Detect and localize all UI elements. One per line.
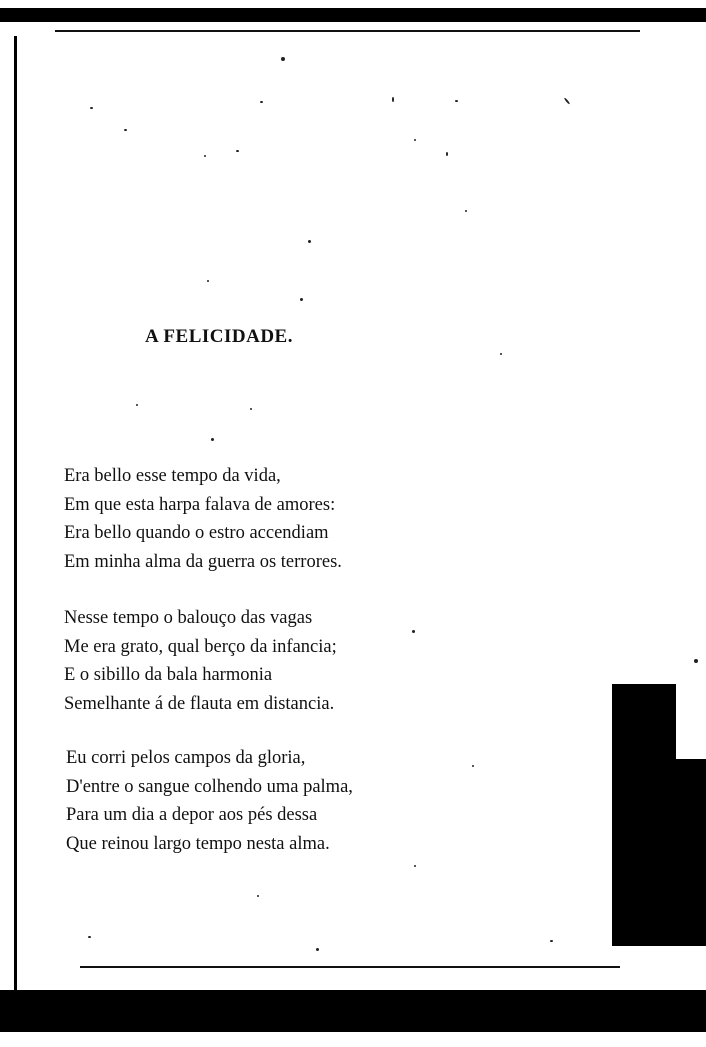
dust-speck <box>465 210 467 212</box>
poem-line: Era bello quando o estro accendiam <box>64 523 329 543</box>
poem-line: Em minha alma da guerra os terrores. <box>64 551 342 572</box>
dust-speck <box>455 100 458 102</box>
dust-speck <box>694 659 698 663</box>
poem-line: Semelhante á de flauta em distancia. <box>64 693 335 714</box>
dust-speck <box>316 948 319 951</box>
poem-line: Era bello esse tempo da vida, <box>64 466 281 486</box>
dust-speck <box>414 865 416 867</box>
dust-speck <box>204 155 206 157</box>
bottom-rule <box>80 966 620 968</box>
top-scan-border <box>0 8 706 22</box>
dust-speck <box>472 765 474 767</box>
dust-speck <box>260 101 263 103</box>
dust-speck <box>250 408 252 410</box>
dust-speck <box>446 152 448 156</box>
right-scan-shadow-gap <box>676 684 706 759</box>
dust-speck <box>90 107 93 109</box>
poem-line: Nesse tempo o balouço das vagas <box>64 608 313 628</box>
dust-speck <box>88 936 91 938</box>
top-rule <box>55 30 640 32</box>
dust-speck <box>211 438 214 441</box>
dust-speck <box>136 404 138 406</box>
poem-line: Para um dia a depor aos pés dessa <box>66 805 318 825</box>
poem-line: Eu corri pelos campos da gloria, <box>66 748 306 768</box>
dust-speck <box>236 150 239 152</box>
poem-line: Que reinou largo tempo nesta alma. <box>66 833 330 854</box>
stanza-2 <box>64 604 337 718</box>
poem-line: Em que esta harpa falava de amores: <box>64 494 336 515</box>
dust-speck <box>308 240 311 243</box>
dust-speck <box>564 97 571 104</box>
dust-speck <box>207 280 209 282</box>
dust-speck <box>500 353 502 355</box>
stanza-1 <box>64 462 342 576</box>
poem-title <box>0 326 530 348</box>
dust-speck <box>281 57 285 61</box>
poem-title-text: A FELICIDADE. <box>145 326 293 347</box>
bottom-scan-border <box>0 990 706 1032</box>
dust-speck <box>257 895 259 897</box>
left-scan-border <box>14 36 17 991</box>
poem-line: D'entre o sangue colhendo uma palma, <box>66 776 353 797</box>
poem-line: E o sibillo da bala harmonia <box>64 665 273 685</box>
dust-speck <box>550 940 553 942</box>
stanza-3 <box>66 744 353 858</box>
dust-speck <box>392 97 394 102</box>
dust-speck <box>414 139 416 141</box>
poem-line: Me era grato, qual berço da infancia; <box>64 636 337 657</box>
dust-speck <box>412 630 415 633</box>
dust-speck <box>300 298 303 301</box>
dust-speck <box>124 129 127 131</box>
